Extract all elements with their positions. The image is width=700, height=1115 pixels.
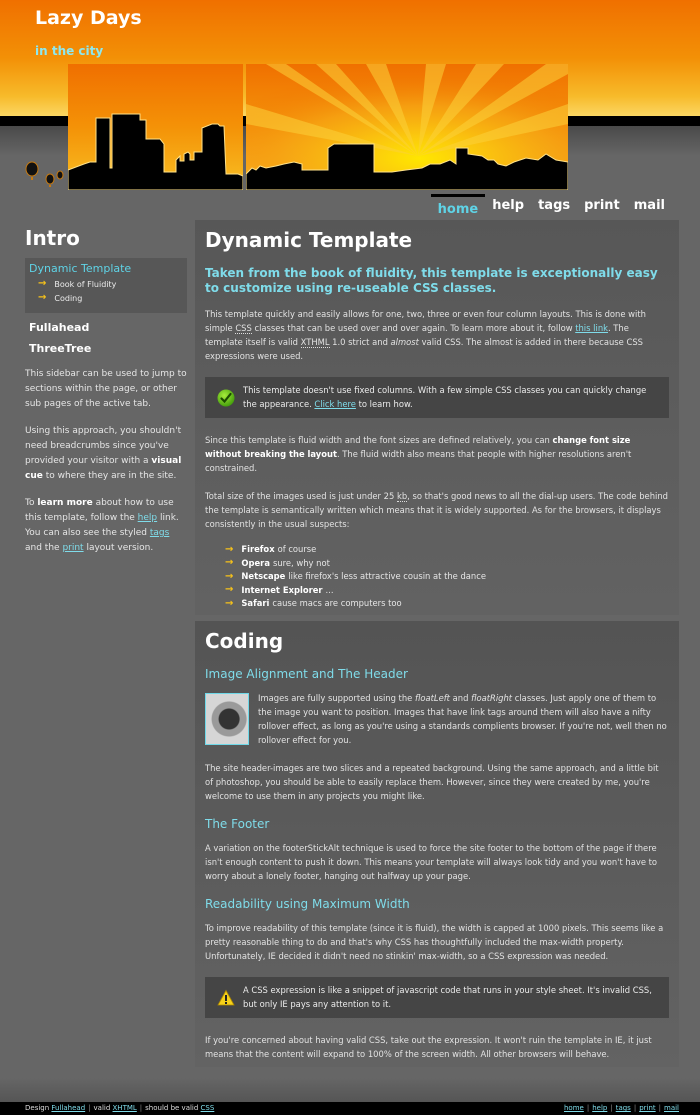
arrow-right-icon: →: [38, 292, 47, 303]
footer-link-tags[interactable]: tags: [615, 1104, 631, 1112]
tab-print[interactable]: print: [584, 198, 620, 213]
body-paragraph: This template quickly and easily allows for one, two, three or even four column layouts. This is done with simple CSS classes that can be used over and over again. To learn more about it, follow this link. The template itself is valid XTHML 1.0 strict and almost valid CSS. The almost is added in there because CSS expressions were used.: [205, 309, 646, 361]
body-paragraph: Since this template is fluid width and the font sizes are defined relatively, you can change font size without breaking the layout. The fluid width also means that people with higher resolutions aren't constrained.: [205, 435, 632, 473]
warning-triangle-icon: [217, 989, 235, 1007]
arrow-right-icon: →: [225, 543, 234, 555]
check-circle-icon: [217, 389, 235, 407]
browser-list: [225, 543, 669, 611]
sidebar-paragraph: This sidebar can be used to jump to sections within the page, or other sub pages of the active tab.: [25, 369, 187, 409]
arrow-right-icon: →: [38, 278, 47, 289]
sidebar-subitem-label: Coding: [54, 293, 83, 303]
arrow-right-icon: →: [225, 597, 234, 609]
main-nav: [431, 194, 672, 217]
firefox-logo-thumbnail[interactable]: [205, 693, 249, 745]
site-title[interactable]: Lazy Days: [35, 7, 142, 29]
main-content: [195, 220, 679, 1067]
sidebar-subitem-book-of-fluidity[interactable]: [38, 279, 183, 289]
print-link[interactable]: print: [62, 543, 84, 553]
footer-link-print[interactable]: print: [639, 1104, 656, 1112]
warning-text: A CSS expression is like a snippet of javascript code that runs in your style sheet. It's invalid CSS, but only IE pays any attention to it.: [243, 985, 652, 1009]
body-paragraph: A variation on the footerStickAlt technique is used to force the site footer to the bottom of the page if there isn't enough content to push it down. This means your template will always look tidy and you won't have to worry about a lonely footer, hanging out halfway up your page.: [205, 843, 658, 881]
sidebar-active-group: [25, 258, 187, 313]
footer-nav: home | help | tags | print | mail: [563, 1104, 679, 1112]
click-here-link[interactable]: Click here: [314, 398, 356, 409]
subheading-footer: The Footer: [205, 817, 270, 831]
tab-help[interactable]: help: [492, 198, 525, 213]
footer-shadow: [0, 1078, 700, 1102]
body-paragraph: Images are fully supported using the floatLeft and floatRight classes. Just apply one of them to the image you want to position. Images that have link tags around them will also have a nifty rollover effect, as long as you're using a standards complients browser. If you're not, well then no rollover effect for you.: [258, 693, 667, 745]
body-paragraph: Total size of the images used is just under 25 kb, so that's good news to all the dial-up users. The code behind the template is semantically written which means that it is widely supported. As for the browsers, it displays consistently in the usual suspects:: [205, 491, 668, 529]
footer-link-mail[interactable]: mail: [664, 1104, 679, 1112]
sidebar-subitem-label: Book of Fluidity: [54, 279, 117, 289]
site-slogan: in the city: [35, 44, 104, 58]
lead-text: Taken from the book of fluidity, this template is exceptionally easy to customize using re-useable CSS classes.: [205, 266, 658, 295]
sidebar: [25, 226, 187, 556]
this-link[interactable]: this link: [575, 323, 608, 333]
sunrise-skyline-icon: [246, 64, 568, 190]
body-paragraph: The site header-images are two slices and a repeated background. Using the same approach, and a little bit of photoshop, you should be able to easily replace them. However, since they were created by me, you're welcome to use them in any projects you might like.: [205, 763, 659, 801]
tab-tags[interactable]: tags: [538, 198, 571, 213]
list-item: → Internet Explorer ...: [225, 584, 334, 596]
tab-mail[interactable]: mail: [633, 198, 665, 213]
sidebar-item-threetree[interactable]: ThreeTree: [29, 342, 92, 355]
list-item: → Opera sure, why not: [225, 557, 330, 569]
section-coding: [195, 621, 679, 1067]
sidebar-paragraph: To learn more about how to use this template, follow the help link. You can also see the styled tags and the print layout version.: [25, 498, 179, 553]
list-item: → Safari cause macs are computers too: [225, 597, 402, 609]
footer-credits: Design Fullahead | valid XHTML | should be valid CSS: [25, 1104, 215, 1112]
warning-box: [205, 977, 669, 1018]
tab-home[interactable]: home: [431, 194, 486, 217]
tags-link[interactable]: tags: [149, 528, 170, 538]
header-image-right: [246, 64, 568, 190]
section-dynamic-template: [195, 220, 679, 615]
sidebar-item-fullahead[interactable]: Fullahead: [29, 321, 90, 334]
list-item: → Firefox of course: [225, 543, 317, 555]
sidebar-subitem-coding[interactable]: [38, 293, 183, 303]
subheading-readability: Readability using Maximum Width: [205, 897, 410, 911]
header-image-left: [68, 64, 243, 190]
body-paragraph: If you're concerned about having valid CSS, take out the expression. It won't ruin the template in IE, it just means that the content will expand to 100% of the screen width. All other browsers will behave.: [205, 1035, 652, 1059]
arrow-right-icon: →: [225, 570, 234, 582]
arrow-right-icon: →: [225, 584, 234, 596]
sidebar-title: Intro: [25, 226, 80, 250]
site-footer: [0, 1102, 700, 1115]
sidebar-paragraph: Using this approach, you shouldn't need breadcrumbs since you've provided your visitor with a visual cue to where they are in the site.: [25, 426, 182, 481]
sidebar-item-dynamic-template[interactable]: Dynamic Template: [29, 262, 132, 275]
arrow-right-icon: →: [225, 557, 234, 569]
section-title: Dynamic Template: [205, 228, 413, 252]
notice-box: [205, 377, 669, 418]
list-item: → Netscape like firefox's less attractive cousin at the dance: [225, 570, 486, 582]
css-link[interactable]: CSS: [200, 1104, 215, 1112]
body-paragraph: To improve readability of this template (since it is fluid), the width is capped at 1000 pixels. This seems like a pretty reasonable thing to do and that's why CSS has thoughtfully included the max-width property. Unfortunately, IE decided it didn't need no stinkin' max-width, so a CSS expression was needed.: [205, 923, 664, 961]
help-link[interactable]: help: [137, 513, 158, 523]
footer-link-help[interactable]: help: [592, 1104, 608, 1112]
subheading-image-alignment: Image Alignment and The Header: [205, 667, 408, 681]
xhtml-link[interactable]: XHTML: [112, 1104, 137, 1112]
notice-text: This template doesn't use fixed columns. With a few simple CSS classes you can quickly change the appearance. Click here to learn how.: [243, 385, 647, 409]
skyline-left-icon: [68, 64, 243, 190]
section-title: Coding: [205, 629, 284, 653]
hot-air-balloons-icon: [24, 160, 69, 192]
fullahead-link[interactable]: Fullahead: [51, 1104, 86, 1112]
footer-link-home[interactable]: home: [563, 1104, 584, 1112]
